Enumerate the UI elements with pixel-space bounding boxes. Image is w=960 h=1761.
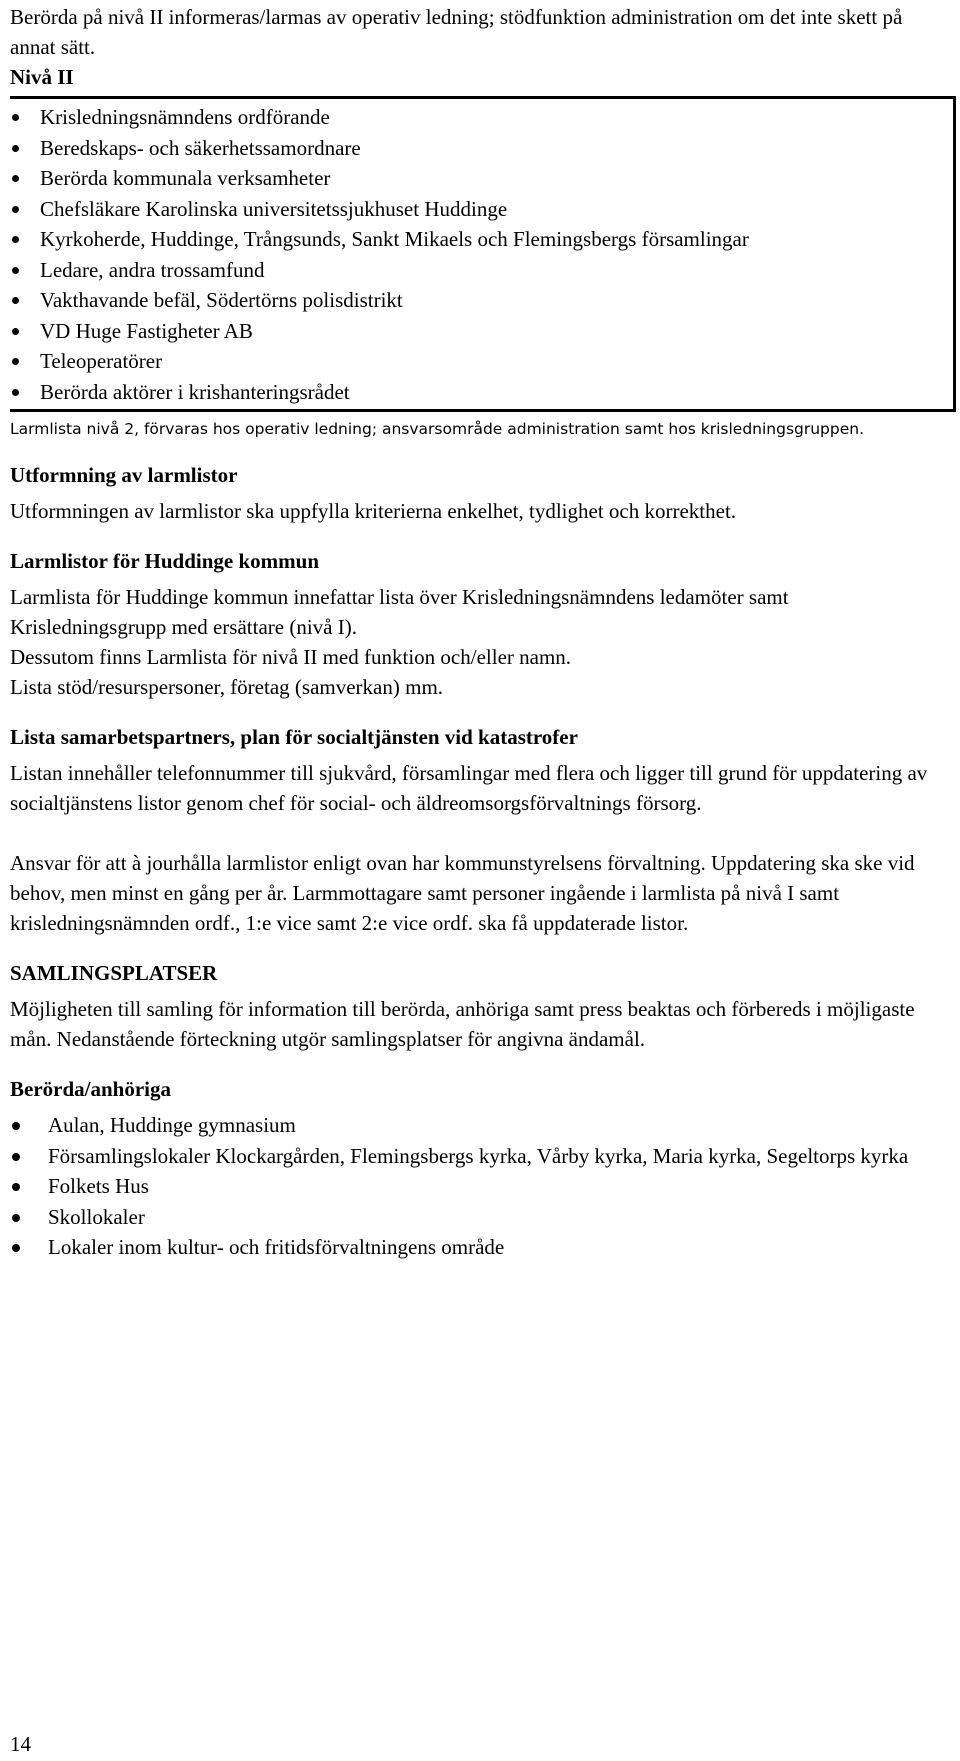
samarbete-heading: Lista samarbetspartners, plan för socialtjänsten vid katastrofer — [10, 725, 578, 749]
samlingsplatser-heading: SAMLINGSPLATSER — [10, 961, 218, 985]
list-item: Aulan, Huddinge gymnasium — [10, 1110, 950, 1141]
utformning-heading: Utformning av larmlistor — [10, 463, 238, 487]
intro-paragraph: Berörda på nivå II informeras/larmas av operativ ledning; stödfunktion administration om det inte skett på annat sätt. — [10, 5, 903, 59]
list-item: Vakthavande befäl, Södertörns polisdistrikt — [10, 285, 953, 316]
samlingsplatser-text: Möjligheten till samling för information till berörda, anhöriga samt press beaktas och förbereds i möjligaste mån. Nedanstående förteckning utgör samlingsplatser för angivna ändamål. — [10, 997, 915, 1051]
samarbete-paragraph: Listan innehåller telefonnummer till sjukvård, församlingar med flera och ligger till grund för uppdatering av socialtjänstens listor genom chef för social- och äldreomsorgsförvaltnings försorg. — [10, 761, 928, 815]
list-item: Teleoperatörer — [10, 346, 953, 377]
niva2-note: Larmlista nivå 2, förvaras hos operativ ledning; ansvarsområde administration samt hos krisledningsgruppen. — [10, 420, 865, 438]
larmlistor-line: Larmlista för Huddinge kommun innefattar lista över Krisledningsnämndens ledamöter samt Krisledningsgrupp med ersättare (nivå I). — [10, 585, 789, 639]
list-item: Folkets Hus — [10, 1171, 950, 1202]
list-item: Kyrkoherde, Huddinge, Trångsunds, Sankt Mikaels och Flemingsbergs församlingar — [10, 224, 953, 255]
niva2-list — [10, 102, 953, 407]
list-item: Skollokaler — [10, 1202, 950, 1233]
list-item: Chefsläkare Karolinska universitetssjukhuset Huddinge — [10, 194, 953, 225]
berorda-heading: Berörda/anhöriga — [10, 1077, 171, 1101]
section-samlingsplatser — [10, 958, 950, 1054]
list-item: Lokaler inom kultur- och fritidsförvaltningens område — [10, 1232, 950, 1263]
list-item: Församlingslokaler Klockargården, Flemingsbergs kyrka, Vårby kyrka, Maria kyrka, Segeltorps kyrka — [10, 1141, 950, 1172]
page-number: 14 — [10, 1732, 31, 1756]
samarbete-paragraph: Ansvar för att à jourhålla larmlistor enligt ovan har kommunstyrelsens förvaltning. Uppdatering ska ske vid behov, men minst en gång per år. Larmmottagare samt personer ingående i larmlista på nivå I samt krisledningsnämnden ordf., 1:e vice samt 2:e vice ordf. ska få uppdaterade listor. — [10, 851, 915, 935]
list-item: Krisledningsnämndens ordförande — [10, 102, 953, 133]
list-item: VD Huge Fastigheter AB — [10, 316, 953, 347]
list-item: Berörda aktörer i krishanteringsrådet — [10, 377, 953, 408]
section-samarbete — [10, 722, 950, 938]
niva2-heading: Nivå II — [10, 65, 74, 89]
larmlistor-heading: Larmlistor för Huddinge kommun — [10, 549, 320, 573]
document-page — [10, 0, 950, 1263]
utformning-text: Utformningen av larmlistor ska uppfylla kriterierna enkelhet, tydlighet och korrekthet. — [10, 499, 737, 523]
larmlistor-line: Lista stöd/resurspersoner, företag (samverkan) mm. — [10, 675, 444, 699]
section-larmlistor — [10, 546, 950, 702]
list-item: Ledare, andra trossamfund — [10, 255, 953, 286]
list-item: Beredskaps- och säkerhetssamordnare — [10, 133, 953, 164]
larmlistor-line: Dessutom finns Larmlista för nivå II med funktion och/eller namn. — [10, 645, 572, 669]
berorda-list — [10, 1110, 950, 1263]
section-utformning — [10, 460, 950, 526]
list-item: Berörda kommunala verksamheter — [10, 163, 953, 194]
niva2-box — [10, 96, 956, 412]
section-berorda — [10, 1074, 950, 1263]
